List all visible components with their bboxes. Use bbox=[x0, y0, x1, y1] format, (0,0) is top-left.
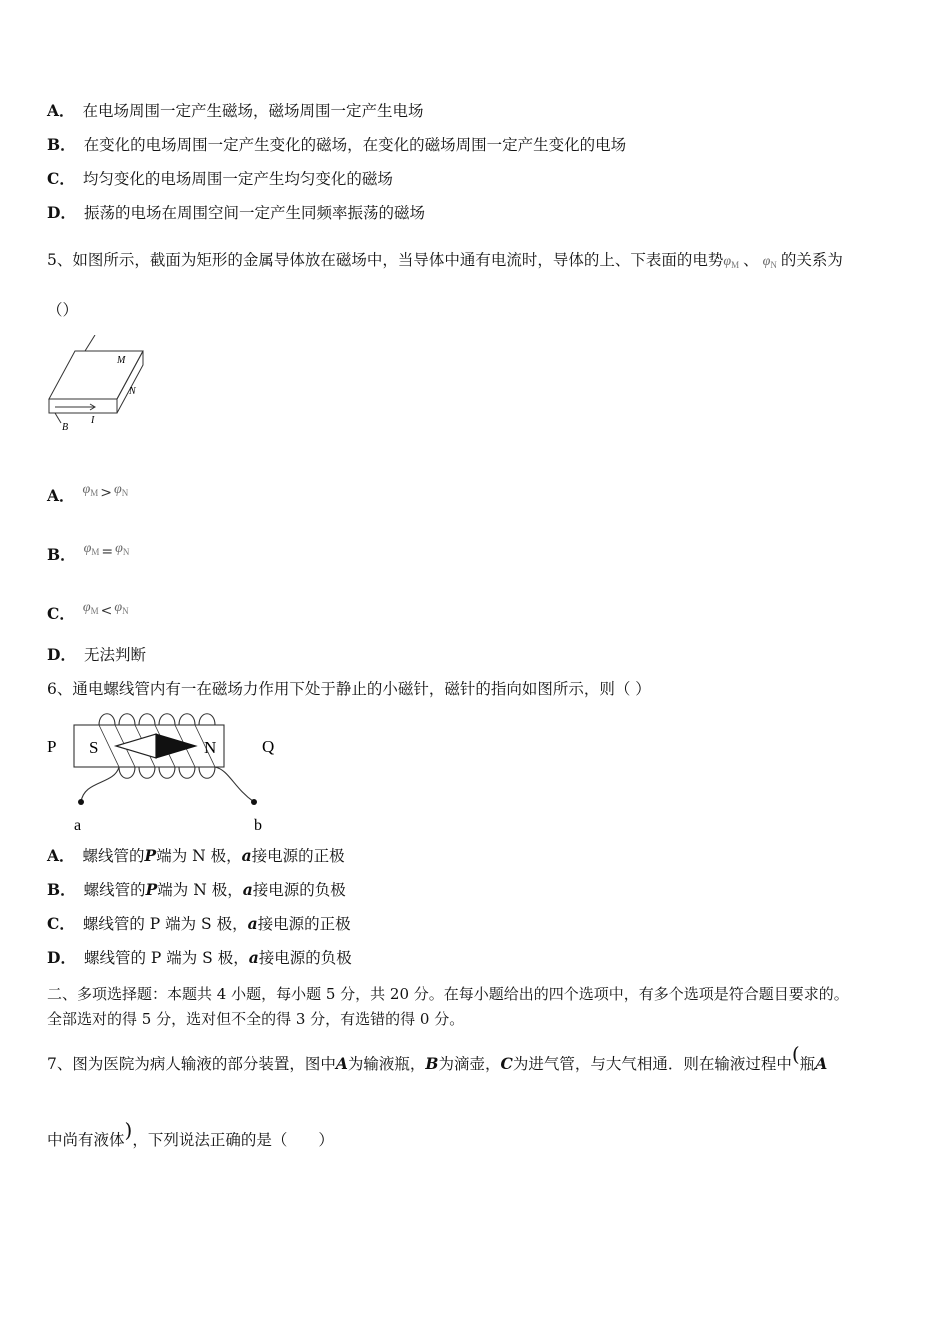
q6-option-b bbox=[47, 880, 346, 900]
q6-stem: 6、通电螺线管内有一在磁场力作用下处于静止的小磁针，磁针的指向如图所示，则（ ） bbox=[47, 680, 651, 698]
label-b: B bbox=[62, 422, 69, 433]
lead-b bbox=[215, 767, 254, 802]
phi-n: $\varphi_N$ bbox=[114, 482, 129, 498]
terminal-a bbox=[78, 799, 84, 805]
option-text: 接电源的正极 bbox=[251, 847, 345, 865]
var-c: C bbox=[500, 1054, 513, 1073]
q4-option-c bbox=[47, 169, 393, 189]
phi-m: $\varphi_M$ bbox=[723, 254, 740, 270]
label-n: N bbox=[204, 738, 217, 757]
relation-symbol: > bbox=[100, 485, 113, 501]
needle-n-half bbox=[156, 734, 196, 758]
lead-a bbox=[81, 767, 119, 802]
q5-separator: 、 bbox=[743, 251, 759, 269]
option-label: C． bbox=[47, 604, 75, 623]
q6-solenoid-figure bbox=[44, 710, 284, 835]
q6-option-c bbox=[47, 914, 351, 934]
option-text: 螺线管的 bbox=[82, 847, 145, 865]
q7-text: 7、图为医院为病人输液的部分装置，图中 bbox=[47, 1055, 336, 1073]
option-text: 振荡的电场在周围空间一定产生同频率振荡的磁场 bbox=[83, 204, 425, 222]
option-text: 无法判断 bbox=[83, 646, 146, 664]
option-text: 均匀变化的电场周围一定产生均匀变化的磁场 bbox=[82, 170, 393, 188]
q4-option-a bbox=[47, 101, 424, 121]
q5-option-a bbox=[47, 480, 128, 506]
q5-option-d bbox=[47, 645, 146, 665]
option-text: 在变化的电场周围一定产生变化的磁场，在变化的磁场周围一定产生变化的电场 bbox=[83, 136, 627, 154]
option-label: A． bbox=[47, 486, 75, 505]
label-b: b bbox=[254, 817, 262, 834]
q7-stem-line2 bbox=[47, 1120, 334, 1150]
option-text: 接电源的正极 bbox=[257, 915, 351, 933]
phi-n: $\varphi_N$ bbox=[762, 254, 777, 270]
q6-option-d bbox=[47, 948, 352, 968]
option-label: D． bbox=[47, 203, 76, 222]
needle-s-half bbox=[116, 734, 156, 758]
var-b: B bbox=[425, 1054, 439, 1073]
q5-option-b bbox=[47, 539, 129, 565]
label-i: I bbox=[91, 415, 95, 426]
var-a: A bbox=[815, 1054, 828, 1073]
option-text: 螺线管的 bbox=[83, 881, 146, 899]
label-s: S bbox=[89, 738, 99, 757]
close-paren: ) bbox=[124, 1118, 133, 1142]
label-n: N bbox=[129, 386, 136, 397]
q7-text: 为输液瓶， bbox=[347, 1055, 426, 1073]
open-paren: ( bbox=[791, 1042, 800, 1066]
var-a: a bbox=[247, 914, 258, 933]
option-label: B． bbox=[47, 135, 76, 154]
option-label: D． bbox=[47, 645, 76, 664]
b-field-arrow bbox=[55, 413, 61, 423]
q5-stem-suffix: 的关系为 bbox=[780, 251, 843, 269]
q6-option-a bbox=[47, 846, 345, 866]
phi-n: $\varphi_N$ bbox=[115, 541, 130, 557]
label-p: P bbox=[47, 737, 57, 756]
relation-symbol: < bbox=[100, 603, 113, 619]
var-a: a bbox=[242, 880, 253, 899]
option-text: 螺线管的 P 端为 S 极， bbox=[82, 915, 248, 933]
q7-stem-line1 bbox=[47, 1044, 827, 1074]
option-label: A． bbox=[47, 101, 75, 120]
q5-option-c bbox=[47, 598, 129, 624]
phi-m: $\varphi_M$ bbox=[82, 600, 99, 616]
coil-top-arcs bbox=[99, 714, 215, 725]
var-p: P bbox=[145, 880, 158, 899]
option-text: 在电场周围一定产生磁场，磁场周围一定产生电场 bbox=[82, 102, 424, 120]
label-a: a bbox=[74, 817, 82, 834]
var-a: a bbox=[241, 846, 252, 865]
q7-text: 为滴壶， bbox=[438, 1055, 501, 1073]
q5-conductor-figure bbox=[45, 335, 155, 435]
q7-text: 为进气管，与大气相通．则在输液过程中 bbox=[512, 1055, 792, 1073]
var-a: a bbox=[248, 948, 259, 967]
field-line bbox=[85, 335, 95, 351]
option-text: 接电源的负极 bbox=[258, 949, 352, 967]
phi-m: $\varphi_M$ bbox=[82, 482, 99, 498]
option-label: C． bbox=[47, 169, 75, 188]
q7-text: 瓶 bbox=[799, 1055, 816, 1073]
section2-line2: 全部选对的得 5 分，选对但不全的得 3 分，有选错的得 0 分。 bbox=[47, 1010, 465, 1028]
var-a: A bbox=[335, 1054, 348, 1073]
option-label: C． bbox=[47, 914, 75, 933]
q5-stem bbox=[47, 250, 843, 275]
q7-text: ，下列说法正确的是（ ） bbox=[132, 1131, 334, 1149]
option-text: 螺线管的 P 端为 S 极， bbox=[83, 949, 249, 967]
phi-n: $\varphi_N$ bbox=[114, 600, 129, 616]
var-p: P bbox=[144, 846, 157, 865]
option-label: B． bbox=[47, 880, 76, 899]
label-m: M bbox=[117, 355, 126, 366]
q5-stem-prefix: 5、如图所示，截面为矩形的金属导体放在磁场中，当导体中通有电流时，导体的上、下表面的电势 bbox=[47, 251, 724, 269]
option-label: A． bbox=[47, 846, 75, 865]
label-q: Q bbox=[262, 737, 275, 756]
phi-m: $\varphi_M$ bbox=[83, 541, 100, 557]
block-front-face bbox=[49, 399, 117, 413]
option-label: B． bbox=[47, 545, 76, 564]
q4-option-d bbox=[47, 203, 425, 223]
section2-line1: 二、多项选择题：本题共 4 小题，每小题 5 分，共 20 分。在每小题给出的四个选项中，有多个选项是符合题目要求的。 bbox=[47, 985, 849, 1003]
coil-bottom-arcs bbox=[119, 767, 215, 778]
option-text: 端为 N 极， bbox=[156, 847, 242, 865]
option-text: 端为 N 极， bbox=[157, 881, 243, 899]
q5-blank: （） bbox=[47, 301, 79, 319]
q7-text: 中尚有液体 bbox=[47, 1131, 125, 1149]
terminal-b bbox=[251, 799, 257, 805]
q4-option-b bbox=[47, 135, 626, 155]
option-text: 接电源的负极 bbox=[252, 881, 346, 899]
relation-symbol: = bbox=[101, 544, 114, 560]
option-label: D． bbox=[47, 948, 76, 967]
